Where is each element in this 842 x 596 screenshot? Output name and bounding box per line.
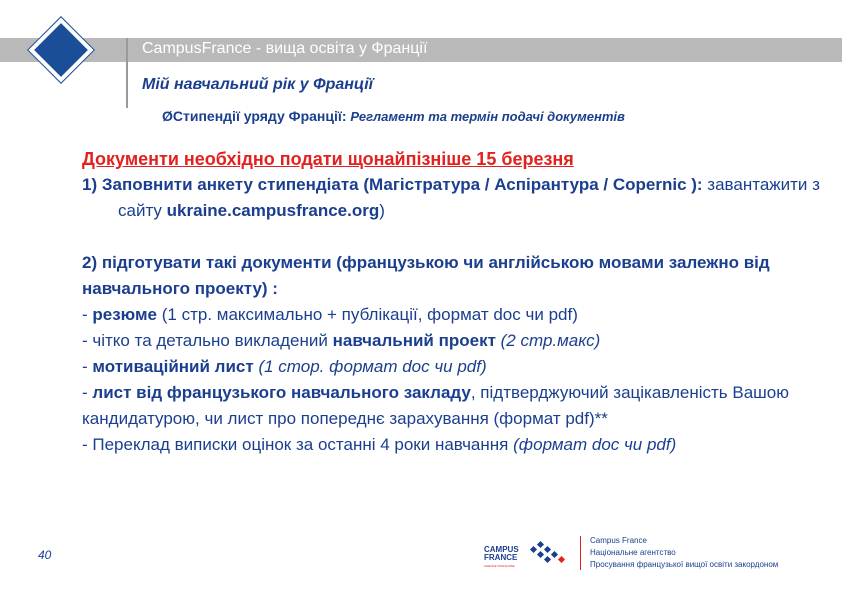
doc-line-bold: лист від французького навчального закладу bbox=[92, 383, 471, 402]
section-heading-italic: Регламент та термін подачі документів bbox=[350, 109, 625, 124]
doc-line-prefix: - чітко та детально викладений bbox=[82, 331, 333, 350]
item1-close: ) bbox=[379, 201, 385, 220]
footer-line: Просування французької вищої освіти закордоном bbox=[590, 560, 779, 569]
logo-tagline: AGENCE FRANÇAISE bbox=[484, 564, 515, 568]
main-content bbox=[82, 146, 822, 458]
doc-line-bold: мотиваційний лист bbox=[92, 357, 254, 376]
doc-line-prefix: - bbox=[82, 383, 93, 402]
doc-line-bold: навчальний проект bbox=[332, 331, 496, 350]
campusfrance-link[interactable]: ukraine.campusfrance.org bbox=[166, 201, 380, 220]
page-number: 40 bbox=[38, 548, 52, 562]
arrow-bullet-icon: Ø bbox=[162, 108, 173, 124]
doc-line-cv bbox=[82, 302, 822, 328]
header-divider bbox=[126, 38, 128, 108]
list-item-2-intro: 2) підготувати такі документи (французькою чи англійською мовами залежно від навчального проекту) : bbox=[82, 253, 770, 298]
deadline-title: Документи необхідно подати щонайпізніше 15 березня bbox=[82, 149, 574, 169]
doc-line-prefix: - Переклад виписки оцінок за останні 4 роки навчання bbox=[82, 435, 514, 454]
doc-line-rest: (2 стр.макс) bbox=[495, 331, 601, 350]
doc-line-motivation bbox=[82, 354, 822, 380]
footer-line: Національне агентство bbox=[590, 548, 676, 557]
doc-line-letter bbox=[82, 380, 822, 432]
footer-line: Campus France bbox=[590, 536, 647, 545]
header-title: CampusFrance - вища освіта у Франції bbox=[142, 40, 428, 57]
page-subtitle: Мій навчальний рік у Франції bbox=[142, 76, 374, 93]
doc-line-rest: (1 стр. максимально + публікації, формат doc чи pdf) bbox=[157, 305, 578, 324]
doc-line-prefix: - bbox=[82, 305, 93, 324]
footer-text bbox=[590, 535, 778, 571]
logo-line1: CAMPUS bbox=[484, 545, 519, 554]
footer-divider bbox=[580, 536, 581, 570]
diamond-logo-icon bbox=[34, 23, 88, 77]
item1-number: 1) bbox=[82, 175, 102, 194]
doc-line-rest: (1 стор. формат doc чи pdf) bbox=[253, 357, 487, 376]
item1-text: завантажити з сайту bbox=[118, 175, 820, 220]
list-item-1 bbox=[82, 172, 822, 224]
logo-line2: FRANCE bbox=[484, 553, 518, 562]
logo-wordmark bbox=[484, 546, 519, 562]
item1-bold-text: Заповнити анкету стипендіата (Магістратура / Аспірантура / Copernic ): bbox=[101, 175, 708, 194]
doc-line-prefix: - bbox=[82, 357, 93, 376]
section-heading-main: Стипендії уряду Франції: bbox=[172, 108, 351, 124]
doc-line-bold: резюме bbox=[92, 305, 158, 324]
doc-line-rest: (формат doc чи pdf) bbox=[513, 435, 677, 454]
doc-line-rest: , підтверджуючий зацікавленість Вашою кандидатурою, чи лист про попереднє зарахування (формат pdf)** bbox=[82, 383, 789, 428]
doc-line-transcript bbox=[82, 432, 822, 458]
section-heading bbox=[162, 108, 625, 124]
doc-line-project bbox=[82, 328, 822, 354]
